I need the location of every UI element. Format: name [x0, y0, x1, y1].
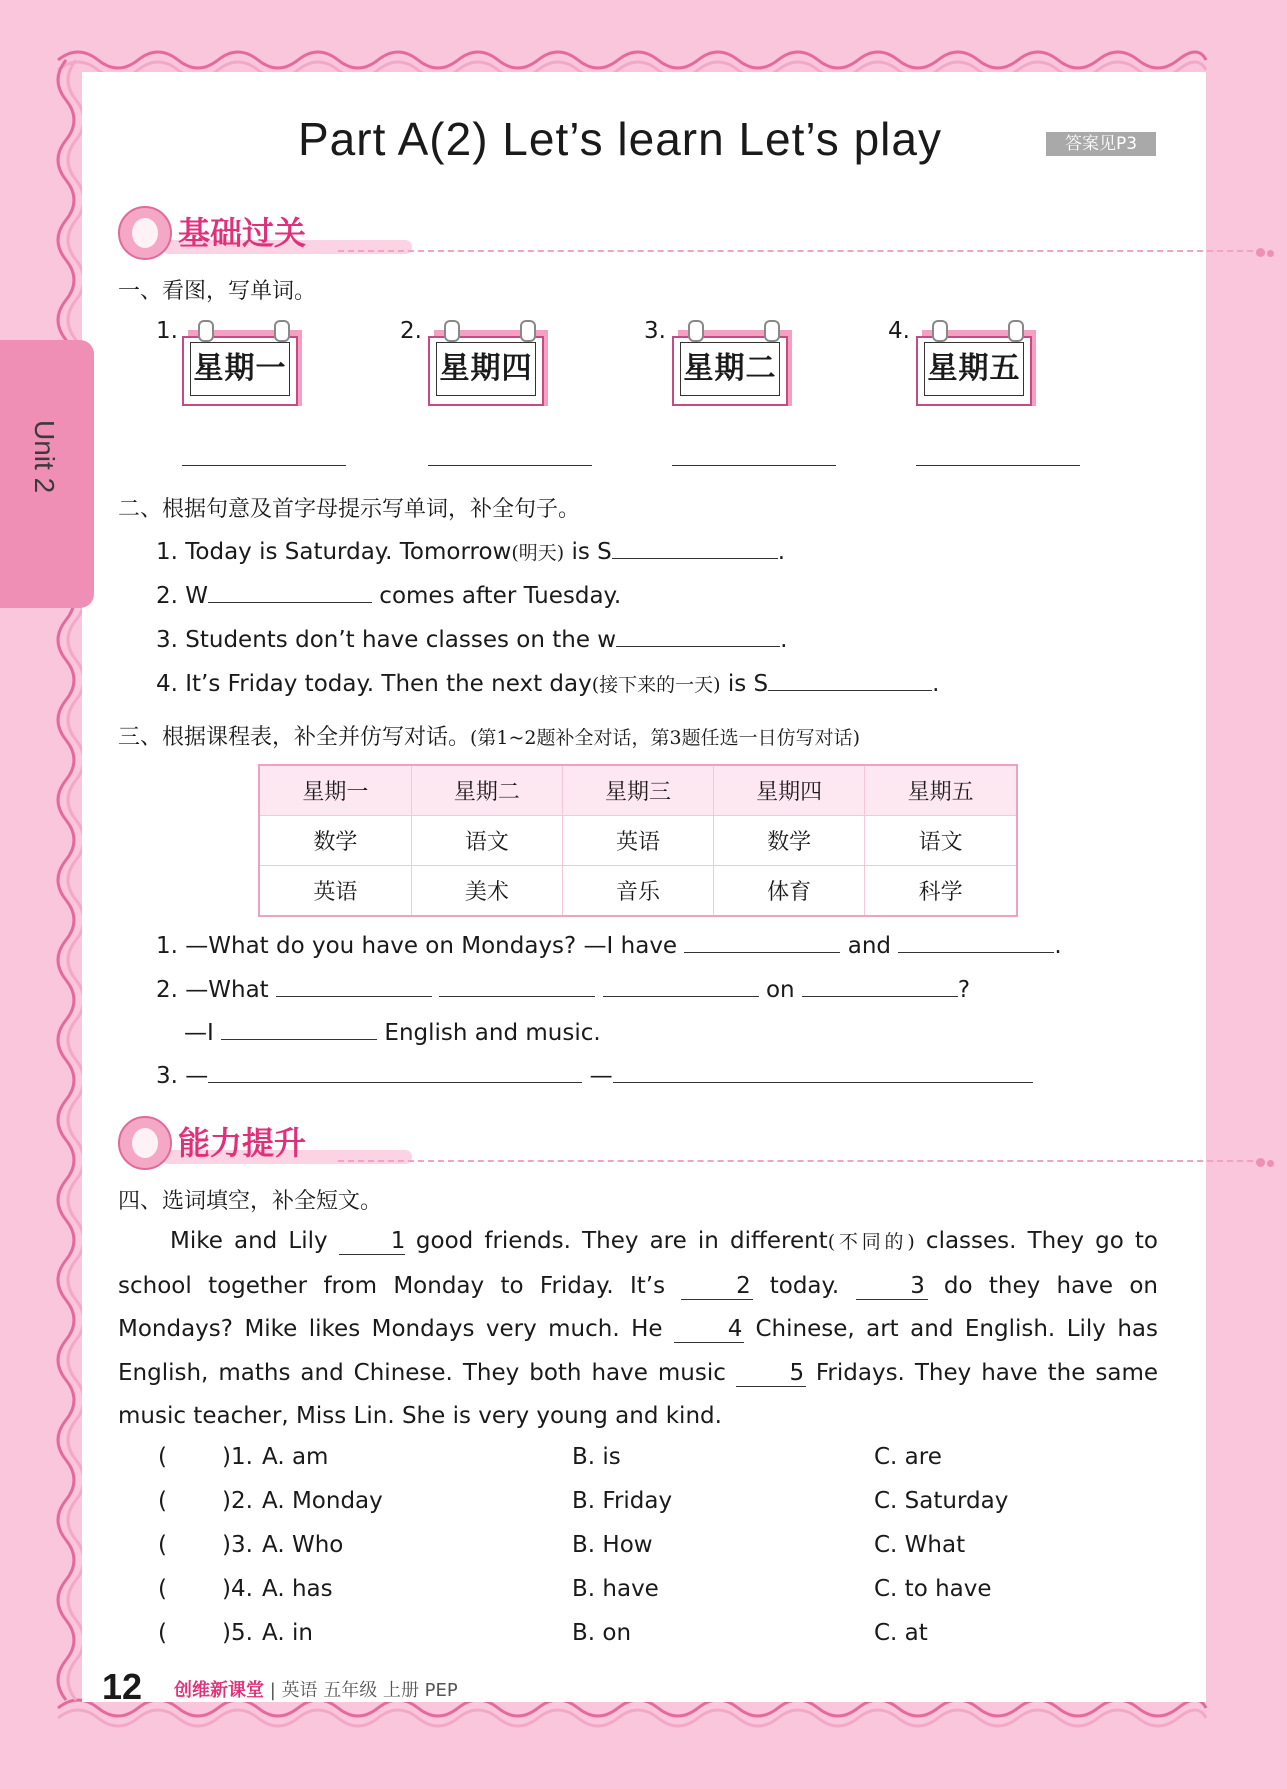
q3-dialogue-2-reply: —I English and music.: [184, 1015, 601, 1046]
q1-item-number: 2.: [400, 318, 422, 344]
calendar-card-3: [672, 320, 792, 406]
option-c[interactable]: C. to have: [874, 1576, 992, 1602]
answer-blank[interactable]: [208, 578, 372, 603]
table-cell: 英语: [562, 816, 713, 866]
table-cell: 体育: [714, 866, 865, 917]
table-row: [259, 866, 1017, 917]
footer-text: [174, 1676, 458, 1702]
footer-book-info: | 英语 五年级 上册 PEP: [269, 1680, 458, 1701]
table-cell: 数学: [714, 816, 865, 866]
q1-answer-blank[interactable]: [916, 464, 1080, 466]
q2-sentence-1: 1. Today is Saturday. Tomorrow(明天) is S .: [156, 534, 785, 565]
cartoon-avatar-icon: [118, 206, 172, 260]
q2-sentence-4: 4. It’s Friday today. Then the next day(接下来的一天) is S .: [156, 666, 939, 697]
answer-blank[interactable]: [684, 928, 840, 953]
option-a[interactable]: A. Who: [262, 1532, 344, 1558]
passage-blank[interactable]: 3: [856, 1273, 928, 1300]
section-heading-advanced: [118, 1114, 1278, 1170]
table-header-cell: 星期四: [714, 765, 865, 816]
option-a[interactable]: A. has: [262, 1576, 333, 1602]
option-b[interactable]: B. have: [572, 1576, 659, 1602]
calendar-card-2: [428, 320, 548, 406]
q1-answer-blank[interactable]: [672, 464, 836, 466]
answer-blank[interactable]: [613, 1058, 1033, 1083]
option-b[interactable]: B. is: [572, 1444, 621, 1470]
table-cell: 语文: [865, 816, 1017, 866]
table-cell: 英语: [259, 866, 411, 917]
table-cell: 语文: [411, 816, 562, 866]
q1-item-number: 4.: [888, 318, 910, 344]
table-header-cell: 星期二: [411, 765, 562, 816]
answer-blank[interactable]: [221, 1015, 377, 1040]
q2-sentence-3: 3. Students don’t have classes on the w .: [156, 622, 787, 653]
answer-blank[interactable]: [208, 1058, 582, 1083]
calendar-label: 星期五: [924, 342, 1024, 396]
calendar-card-1: [182, 320, 302, 406]
q2-sentence-2: 2. W comes after Tuesday.: [156, 578, 621, 609]
unit-tab: [0, 340, 94, 608]
option-c[interactable]: C. Saturday: [874, 1488, 1009, 1514]
dots-icon: [1256, 242, 1276, 261]
q3-title: 三、根据课程表，补全并仿写对话。(第1~2题补全对话，第3题任选一日仿写对话): [118, 725, 861, 750]
answer-paren[interactable]: (: [158, 1532, 167, 1558]
table-cell: 科学: [865, 866, 1017, 917]
footer-brand: 创维新课堂: [174, 1680, 264, 1701]
answer-blank[interactable]: [439, 972, 595, 997]
answer-paren[interactable]: (: [158, 1488, 167, 1514]
answer-blank[interactable]: [898, 928, 1054, 953]
table-cell: 数学: [259, 816, 411, 866]
table-header-row: [259, 765, 1017, 816]
answer-paren[interactable]: (: [158, 1576, 167, 1602]
calendar-label: 星期一: [190, 342, 290, 396]
option-a[interactable]: A. am: [262, 1444, 329, 1470]
answer-blank[interactable]: [768, 666, 932, 691]
schedule-table: [258, 764, 1018, 917]
q3-dialogue-3: 3. — —: [156, 1058, 1033, 1089]
unit-tab-label: Unit 2: [29, 420, 60, 494]
answer-badge: 答案见P3: [1046, 132, 1156, 156]
answer-blank[interactable]: [802, 972, 958, 997]
passage-blank[interactable]: 1: [339, 1228, 405, 1255]
q1-title: 一、看图，写单词。: [118, 279, 317, 304]
table-cell: 音乐: [562, 866, 713, 917]
section-heading-text: 能力提升: [178, 1124, 307, 1162]
q3-dialogue-2: 2. —What on ?: [156, 972, 970, 1003]
answer-paren[interactable]: (: [158, 1620, 167, 1646]
calendar-label: 星期二: [680, 342, 780, 396]
option-c[interactable]: C. at: [874, 1620, 928, 1646]
cartoon-avatar-icon: [118, 1116, 172, 1170]
q4-passage: Mike and Lily 1 good friends. They are in different(不同的) classes. They go to school together from Monday to Friday. It’s 2 today. 3 do they have on Mondays? Mike likes Mondays very much. He 4 Chinese, art and English. Lily has English, maths and Chinese. They both have music 5 Fridays. They have the same music teacher, Miss Lin. She is very young and kind.: [118, 1228, 1159, 1429]
option-c[interactable]: C. are: [874, 1444, 942, 1470]
option-a[interactable]: A. in: [262, 1620, 313, 1646]
option-b[interactable]: B. How: [572, 1532, 653, 1558]
section-heading-basic: [118, 204, 1278, 260]
table-cell: 美术: [411, 866, 562, 917]
option-a[interactable]: A. Monday: [262, 1488, 383, 1514]
answer-blank[interactable]: [276, 972, 432, 997]
option-c[interactable]: C. What: [874, 1532, 966, 1558]
q2-title: 二、根据句意及首字母提示写单词，补全句子。: [118, 497, 581, 522]
answer-blank[interactable]: [603, 972, 759, 997]
q1-item-number: 3.: [644, 318, 666, 344]
passage-blank[interactable]: 4: [674, 1316, 744, 1343]
table-header-cell: 星期三: [562, 765, 713, 816]
q3-dialogue-1: 1. —What do you have on Mondays? —I have and .: [156, 928, 1062, 959]
page-title: Part A(2) Let’s learn Let’s play: [298, 113, 942, 165]
passage-blank[interactable]: 2: [681, 1273, 753, 1300]
table-header-cell: 星期一: [259, 765, 411, 816]
page-number: 12: [102, 1666, 143, 1707]
answer-paren[interactable]: (: [158, 1444, 167, 1470]
option-b[interactable]: B. Friday: [572, 1488, 673, 1514]
calendar-label: 星期四: [436, 342, 536, 396]
answer-blank[interactable]: [616, 622, 780, 647]
q1-answer-blank[interactable]: [428, 464, 592, 466]
table-header-cell: 星期五: [865, 765, 1017, 816]
dots-icon: [1256, 1152, 1276, 1171]
section-heading-text: 基础过关: [178, 214, 307, 252]
q4-title: 四、选词填空，补全短文。: [118, 1189, 383, 1214]
option-b[interactable]: B. on: [572, 1620, 632, 1646]
passage-blank[interactable]: 5: [736, 1360, 806, 1387]
q1-item-number: 1.: [156, 318, 178, 344]
table-row: [259, 816, 1017, 866]
q1-answer-blank[interactable]: [182, 464, 346, 466]
answer-blank[interactable]: [612, 534, 778, 559]
calendar-card-4: [916, 320, 1036, 406]
